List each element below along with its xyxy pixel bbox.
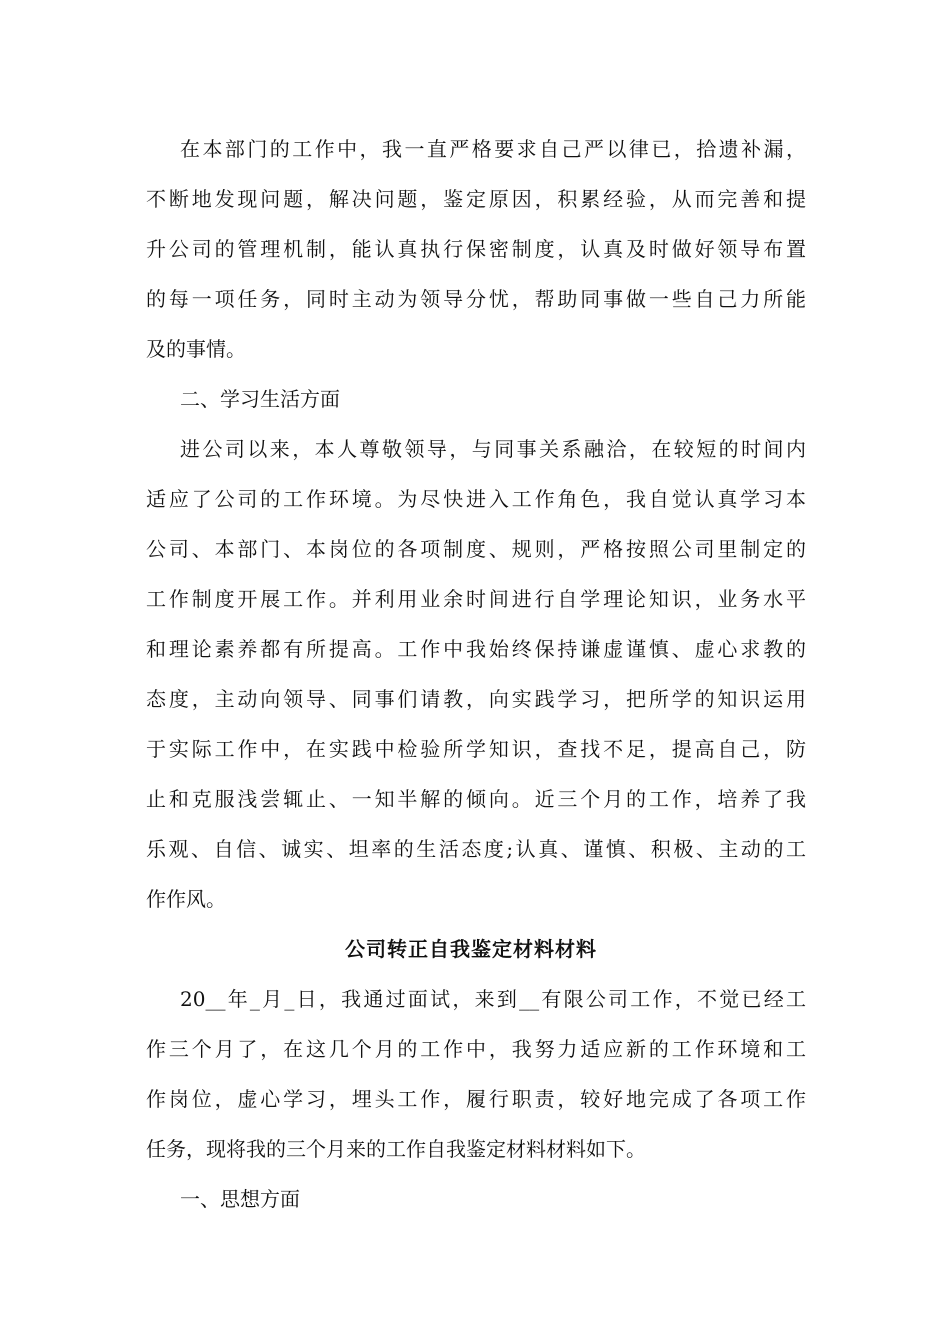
- text-line: 工作制度开展工作。并利用业余时间进行自学理论知识，业务水平: [146, 587, 806, 611]
- text-line: 适应了公司的工作环境。为尽快进入工作角色，我自觉认真学习本: [146, 487, 806, 511]
- text-line: 态度，主动向领导、同事们请教，向实践学习，把所学的知识运用: [146, 687, 806, 711]
- text-line: 在本部门的工作中，我一直严格要求自己严以律已，拾遗补漏，: [180, 137, 806, 161]
- text-line: 乐观、自信、诚实、坦率的生活态度;认真、谨慎、积极、主动的工: [146, 837, 806, 861]
- paragraph-study-life: [146, 424, 806, 924]
- paragraph-work-discipline: [146, 124, 806, 374]
- text-line: 公司、本部门、本岗位的各项制度、规则，严格按照公司里制定的: [146, 537, 806, 561]
- document-title: 公司转正自我鉴定材料材料: [345, 937, 597, 961]
- section-heading-thought: 一、思想方面: [180, 1187, 300, 1211]
- text-line: 20__年_月_日，我通过面试，来到__有限公司工作，不觉已经工: [180, 987, 806, 1011]
- text-line: 不断地发现问题，解决问题，鉴定原因，积累经验，从而完善和提: [146, 187, 806, 211]
- text-line: 作作风。: [146, 887, 226, 911]
- section-heading-study-life: 二、学习生活方面: [180, 387, 340, 411]
- text-line: 作三个月了，在这几个月的工作中，我努力适应新的工作环境和工: [146, 1037, 806, 1061]
- text-line: 于实际工作中，在实践中检验所学知识，查找不足，提高自己，防: [146, 737, 806, 761]
- text-line: 和理论素养都有所提高。工作中我始终保持谦虚谨慎、虚心求教的: [146, 637, 806, 661]
- text-line: 任务，现将我的三个月来的工作自我鉴定材料材料如下。: [146, 1137, 646, 1161]
- text-line: 升公司的管理机制，能认真执行保密制度，认真及时做好领导布置: [146, 237, 806, 261]
- text-line: 止和克服浅尝辄止、一知半解的倾向。近三个月的工作，培养了我: [146, 787, 806, 811]
- text-line: 及的事情。: [146, 337, 246, 361]
- text-line: 作岗位，虚心学习，埋头工作，履行职责，较好地完成了各项工作: [146, 1087, 806, 1111]
- text-line: 的每一项任务，同时主动为领导分忧，帮助同事做一些自己力所能: [146, 287, 806, 311]
- text-line: 进公司以来，本人尊敬领导，与同事关系融洽，在较短的时间内: [180, 437, 806, 461]
- paragraph-introduction: [146, 974, 806, 1174]
- document-body: [146, 124, 806, 1224]
